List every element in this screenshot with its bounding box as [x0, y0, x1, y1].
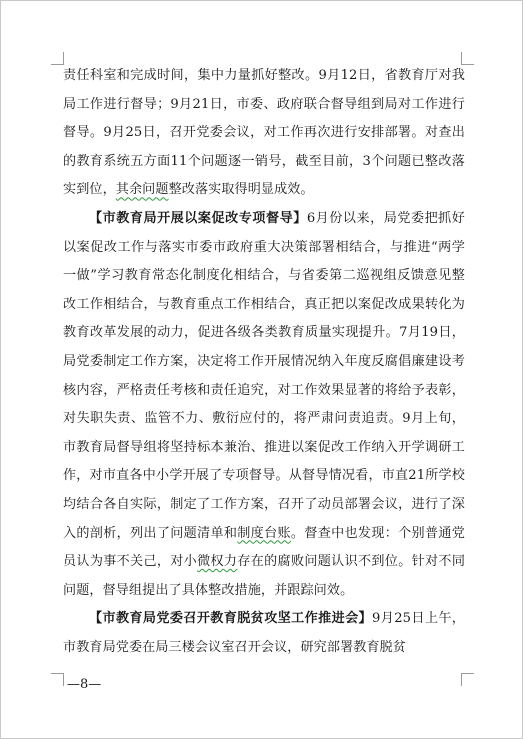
- text-segment: 9月25日上午，市教育局党委在局三楼会议室召开会议，研究部署教育脱贫: [63, 611, 465, 655]
- section-heading: 【市教育局开展以案促改专项督导】: [89, 210, 307, 226]
- body-text: [63, 62, 465, 662]
- grammar-underlined-text: 微权力: [197, 554, 238, 570]
- section-heading: 【市教育局党委召开教育脱贫攻坚工作推进会】: [89, 611, 373, 627]
- grammar-underlined-text: 制度台账: [237, 525, 291, 541]
- crop-mark-bottom-left: [51, 673, 64, 686]
- text-segment: 整改落实取得明显成效。: [168, 182, 314, 198]
- paragraph-poverty-alleviation-meeting: [63, 605, 465, 662]
- page-number: —8—: [67, 677, 102, 692]
- paragraph-case-reform-supervision: [63, 205, 465, 605]
- grammar-underlined-text: 其余问题: [115, 182, 169, 198]
- text-segment: 责任科室和完成时间，集中力量抓好整改。9月12日，省教育厅对我局工作进行督导；9月21日，市委、政府联合督导组到局对工作进行督导。9月25日，召开党委会议，对工作再次进行安排部署。对查出的教育系统五方面11个问题逐一销号，截至目前，3个问题已整改落实到位，: [63, 68, 465, 198]
- text-segment: 存在的腐败问题认识不到位。针对不同问题，督导组提出了具体整改措施，并跟踪问效。: [63, 554, 466, 598]
- crop-mark-bottom-right: [461, 673, 474, 686]
- paragraph-continuation: [63, 62, 465, 205]
- text-segment: 6月份以来，局党委把抓好以案促改工作与落实市委市政府重大决策部署相结合，与推进“两学一做”学习教育常态化制度化相结合，与省委第二巡视组反馈意见整改工作相结合，与教育重点工作相结合，真正把以案促改成果转化为教育改革发展的动力，促进各级各类教育质量实现提升。7月19日，局党委制定工作方案，决定将工作开展情况纳入年度反腐倡廉建设考核内容，严格责任考核和责任追究，对工作效果显著的将给予表彰，对失职失责、监管不力、敷衍应付的，将严肃问责追责。9月上旬，市教育局督导组将坚持标本兼治、推进以案促改工作纳入开学调研工作，对市直各中小学开展了专项督导。从督导情况看，市直21所学校均结合各自实际，制定了工作方案，召开了动员部署会议，进行了深入的剖析，列出了问题清单和: [63, 210, 465, 541]
- text-segment: 。督查中也发现：个别普通党员认为事不关己，对小: [63, 525, 465, 570]
